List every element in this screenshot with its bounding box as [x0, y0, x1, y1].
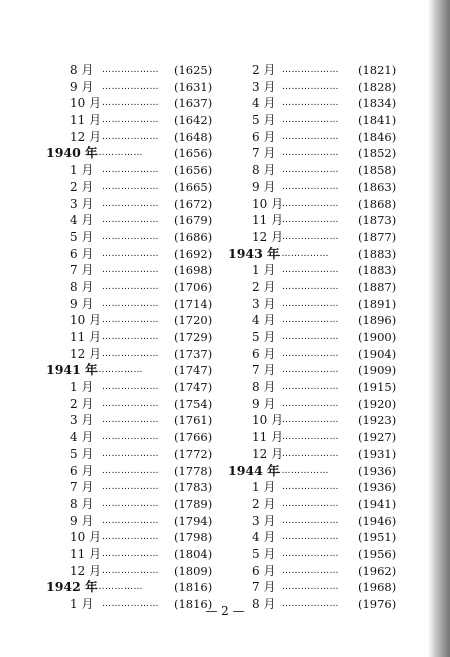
toc-entry-label: 6 月	[70, 463, 94, 478]
toc-entry-label: 11 月	[252, 430, 284, 445]
toc-entry-label: 10 月	[252, 196, 284, 211]
toc-entry-label: 1 月	[252, 263, 276, 278]
toc-entry-label: 1944 年	[228, 462, 280, 478]
toc-entry-label: 2 月	[252, 63, 276, 77]
toc-entry-label: 1 月	[252, 480, 276, 495]
toc-entry-page: (1968)	[358, 580, 397, 595]
toc-entry-page: (1783)	[174, 480, 213, 495]
toc-entry-label: 2 月	[252, 279, 276, 294]
toc-leader-dots: ………………	[282, 532, 339, 543]
toc-entry-label: 12 月	[252, 446, 284, 461]
toc-leader-dots: ………………	[282, 131, 339, 142]
toc-leader-dots: ………………	[282, 432, 339, 443]
toc-leader-dots: ………………	[282, 265, 339, 276]
toc-entry-page: (1852)	[358, 146, 397, 161]
toc-entry-label: 1942 年	[46, 579, 98, 595]
toc-entry-label: 9 月	[70, 513, 94, 528]
toc-entry-page: (1936)	[358, 480, 397, 495]
toc-entry-page: (1873)	[358, 213, 397, 228]
toc-leader-dots: ………………	[102, 482, 159, 493]
toc-leader-dots: ………………	[282, 165, 339, 176]
toc-entry-page: (1976)	[358, 597, 397, 611]
toc-entry-page: (1706)	[174, 279, 213, 294]
toc-entry-page: (1863)	[358, 179, 397, 194]
toc-entry-label: 4 月	[70, 430, 94, 445]
toc-leader-dots: ………………	[282, 215, 339, 226]
toc-leader-dots: ………………	[282, 148, 339, 159]
toc-entry-label: 6 月	[70, 246, 94, 261]
toc-entry-page: (1936)	[358, 463, 397, 478]
toc-entry-label: 10 月	[252, 413, 284, 428]
toc-leader-dots: ………………	[282, 281, 339, 292]
toc-entry-page: (1720)	[174, 313, 213, 328]
toc-leader-dots: ………………	[282, 198, 339, 209]
toc-entry-page: (1631)	[174, 79, 213, 94]
toc-entry-page: (1927)	[358, 430, 397, 445]
toc-entry-label: 11 月	[70, 546, 102, 561]
toc-entry-label: 5 月	[70, 229, 94, 244]
toc-entry-label: 4 月	[252, 530, 276, 545]
toc-entry-page: (1821)	[358, 63, 397, 77]
toc-leader-dots: ………………	[102, 348, 159, 359]
toc-entry-label: 7 月	[70, 480, 94, 495]
toc-entry-label: 6 月	[252, 346, 276, 361]
toc-entry-label: 9 月	[70, 79, 94, 94]
toc-entry-page: (1665)	[174, 179, 213, 194]
toc-entry-label: 5 月	[252, 330, 276, 344]
toc-entry-page: (1656)	[174, 163, 213, 178]
toc-leader-dots: ………………	[282, 398, 339, 409]
toc-entry-page: (1834)	[358, 96, 397, 111]
toc-entry-label: 7 月	[70, 263, 94, 278]
toc-entry-label: 12 月	[252, 229, 284, 244]
toc-leader-dots: ………………	[272, 465, 329, 476]
toc-entry-label: 7 月	[252, 363, 276, 378]
toc-entry-page: (1891)	[358, 296, 397, 311]
toc-leader-dots: ………………	[282, 498, 339, 509]
toc-leader-dots: ………………	[102, 198, 159, 209]
toc-entry-label: 2 月	[70, 396, 94, 411]
toc-leader-dots: ………………	[282, 382, 339, 393]
toc-entry-page: (1648)	[174, 129, 213, 144]
toc-entry-label: 11 月	[252, 213, 284, 228]
toc-entry-page: (1778)	[174, 463, 213, 478]
toc-leader-dots: ………………	[86, 148, 143, 159]
toc-entry-label: 12 月	[70, 563, 102, 578]
toc-entry-label: 5 月	[252, 546, 276, 561]
toc-entry-page: (1931)	[358, 446, 397, 461]
toc-entry-page: (1794)	[174, 513, 213, 528]
toc-entry-label: 7 月	[252, 146, 276, 161]
toc-entry-page: (1747)	[174, 363, 213, 378]
toc-entry-page: (1909)	[358, 363, 397, 378]
toc-leader-dots: ………………	[102, 398, 159, 409]
toc-entry-label: 5 月	[252, 113, 276, 128]
toc-entry-page: (1809)	[174, 563, 213, 578]
toc-entry-page: (1761)	[174, 413, 213, 428]
toc-entry-label: 1943 年	[228, 245, 280, 261]
toc-entry-page: (1729)	[174, 330, 213, 344]
toc-leader-dots: ………………	[102, 115, 159, 126]
toc-leader-dots: ………………	[102, 432, 159, 443]
toc-entry-label: 6 月	[252, 563, 276, 578]
toc-entry-page: (1766)	[174, 430, 213, 445]
toc-leader-dots: ………………	[102, 415, 159, 426]
toc-leader-dots: ………………	[282, 332, 339, 342]
toc-entry-page: (1692)	[174, 246, 213, 261]
toc-entry-label: 1 月	[70, 597, 94, 611]
toc-entry-label: 3 月	[252, 296, 276, 311]
toc-entry-label: 3 月	[252, 79, 276, 94]
toc-entry-label: 1940 年	[46, 145, 98, 161]
toc-entry-label: 4 月	[252, 96, 276, 111]
toc-leader-dots: ………………	[282, 515, 339, 526]
toc-leader-dots: ………………	[282, 599, 339, 609]
toc-leader-dots: ………………	[282, 81, 339, 92]
toc-leader-dots: ………………	[282, 98, 339, 109]
toc-entry-page: (1698)	[174, 263, 213, 278]
toc-entry-page: (1868)	[358, 196, 397, 211]
toc-entry-page: (1877)	[358, 229, 397, 244]
toc-entry-page: (1754)	[174, 396, 213, 411]
toc-entry-page: (1858)	[358, 163, 397, 178]
toc-entry-page: (1962)	[358, 563, 397, 578]
toc-entry-page: (1656)	[174, 146, 213, 161]
toc-entry-page: (1816)	[174, 580, 213, 595]
toc-entry-page: (1798)	[174, 530, 213, 545]
toc-leader-dots: ………………	[282, 315, 339, 326]
toc-entry-page: (1804)	[174, 546, 213, 561]
toc-entry-label: 1 月	[70, 163, 94, 178]
toc-leader-dots: ………………	[282, 415, 339, 426]
toc-entry-label: 8 月	[252, 380, 276, 395]
toc-entry-label: 3 月	[70, 413, 94, 428]
toc-entry-page: (1816)	[174, 597, 213, 611]
toc-entry-page: (1747)	[174, 380, 213, 395]
toc-entry-label: 1 月	[70, 380, 94, 395]
toc-entry-page: (1828)	[358, 79, 397, 94]
toc-entry-page: (1915)	[358, 380, 397, 395]
toc-entry-label: 8 月	[252, 163, 276, 178]
toc-entry-page: (1672)	[174, 196, 213, 211]
toc-leader-dots: ………………	[102, 448, 159, 459]
toc-leader-dots: ………………	[282, 348, 339, 359]
toc-leader-dots: ………………	[272, 248, 329, 259]
toc-entry-label: 2 月	[70, 179, 94, 194]
toc-entry-page: (1642)	[174, 113, 213, 128]
toc-entry-page: (1883)	[358, 263, 397, 278]
toc-entry-label: 9 月	[252, 179, 276, 194]
toc-leader-dots: ………………	[102, 465, 159, 476]
toc-entry-page: (1846)	[358, 129, 397, 144]
toc-leader-dots: ………………	[102, 215, 159, 226]
toc-entry-page: (1923)	[358, 413, 397, 428]
toc-entry-page: (1896)	[358, 313, 397, 328]
toc-entry-page: (1637)	[174, 96, 213, 111]
toc-entry-label: 10 月	[70, 313, 102, 328]
toc-leader-dots: ………………	[282, 565, 339, 576]
toc-leader-dots: ………………	[102, 281, 159, 292]
toc-entry-page: (1900)	[358, 330, 397, 344]
toc-leader-dots: ………………	[86, 365, 143, 376]
toc-entry-label: 8 月	[70, 279, 94, 294]
toc-entry-page: (1920)	[358, 396, 397, 411]
toc-leader-dots: ………………	[102, 548, 159, 559]
toc-leader-dots: ………………	[102, 315, 159, 326]
toc-entry-label: 3 月	[70, 196, 94, 211]
toc-leader-dots: ………………	[102, 565, 159, 576]
toc-leader-dots: ………………	[282, 115, 339, 126]
toc-leader-dots: ………………	[102, 382, 159, 393]
toc-leader-dots: ………………	[102, 532, 159, 543]
toc-entry-page: (1946)	[358, 513, 397, 528]
toc-leader-dots: ………………	[282, 65, 339, 75]
toc-entry-label: 7 月	[252, 580, 276, 595]
toc-leader-dots: ………………	[282, 548, 339, 559]
toc-entry-page: (1941)	[358, 496, 397, 511]
toc-leader-dots: ………………	[102, 98, 159, 109]
toc-leader-dots: ………………	[282, 482, 339, 493]
toc-entry-label: 12 月	[70, 346, 102, 361]
toc-leader-dots: ………………	[282, 448, 339, 459]
toc-leader-dots: ………………	[282, 231, 339, 242]
toc-entry-page: (1686)	[174, 229, 213, 244]
toc-entry-label: 5 月	[70, 446, 94, 461]
toc-entry-label: 9 月	[70, 296, 94, 311]
toc-leader-dots: ………………	[102, 515, 159, 526]
toc-entry-page: (1789)	[174, 496, 213, 511]
toc-entry-page: (1679)	[174, 213, 213, 228]
toc-entry-label: 11 月	[70, 113, 102, 128]
toc-entry-label: 8 月	[70, 63, 94, 77]
toc-leader-dots: ………………	[102, 181, 159, 192]
toc-leader-dots: ………………	[282, 582, 339, 593]
toc-entry-label: 10 月	[70, 96, 102, 111]
toc-entry-label: 9 月	[252, 396, 276, 411]
toc-entry-page: (1714)	[174, 296, 213, 311]
toc-leader-dots: ………………	[282, 181, 339, 192]
toc-leader-dots: ………………	[102, 131, 159, 142]
toc-entry-label: 4 月	[252, 313, 276, 328]
toc-entry-label: 8 月	[70, 496, 94, 511]
toc-leader-dots: ………………	[102, 298, 159, 309]
toc-leader-dots: ………………	[282, 365, 339, 376]
toc-entry-label: 10 月	[70, 530, 102, 545]
toc-entry-label: 4 月	[70, 213, 94, 228]
toc-entry-page: (1737)	[174, 346, 213, 361]
toc-entry-label: 12 月	[70, 129, 102, 144]
toc-entry-label: 2 月	[252, 496, 276, 511]
toc-leader-dots: ………………	[102, 599, 159, 609]
toc-leader-dots: ………………	[102, 65, 159, 75]
toc-leader-dots: ………………	[282, 298, 339, 309]
toc-entry-page: (1772)	[174, 446, 213, 461]
toc-entry-page: (1841)	[358, 113, 397, 128]
toc-entry-page: (1956)	[358, 546, 397, 561]
toc-leader-dots: ………………	[102, 165, 159, 176]
page-number: — 2 —	[205, 604, 245, 618]
toc-entry-label: 11 月	[70, 330, 102, 344]
toc-entry-page: (1951)	[358, 530, 397, 545]
toc-leader-dots: ………………	[102, 332, 159, 342]
scan-shadow-edge	[428, 0, 450, 657]
toc-entry-page: (1625)	[174, 63, 213, 77]
toc-leader-dots: ………………	[102, 265, 159, 276]
toc-entry-page: (1887)	[358, 279, 397, 294]
toc-entry-label: 6 月	[252, 129, 276, 144]
toc-leader-dots: ………………	[86, 582, 143, 593]
toc-entry-page: (1904)	[358, 346, 397, 361]
toc-leader-dots: ………………	[102, 81, 159, 92]
toc-entry-label: 8 月	[252, 597, 276, 611]
toc-leader-dots: ………………	[102, 231, 159, 242]
toc-leader-dots: ………………	[102, 248, 159, 259]
toc-leader-dots: ………………	[102, 498, 159, 509]
toc-entry-label: 3 月	[252, 513, 276, 528]
toc-entry-page: (1883)	[358, 246, 397, 261]
toc-entry-label: 1941 年	[46, 362, 98, 378]
